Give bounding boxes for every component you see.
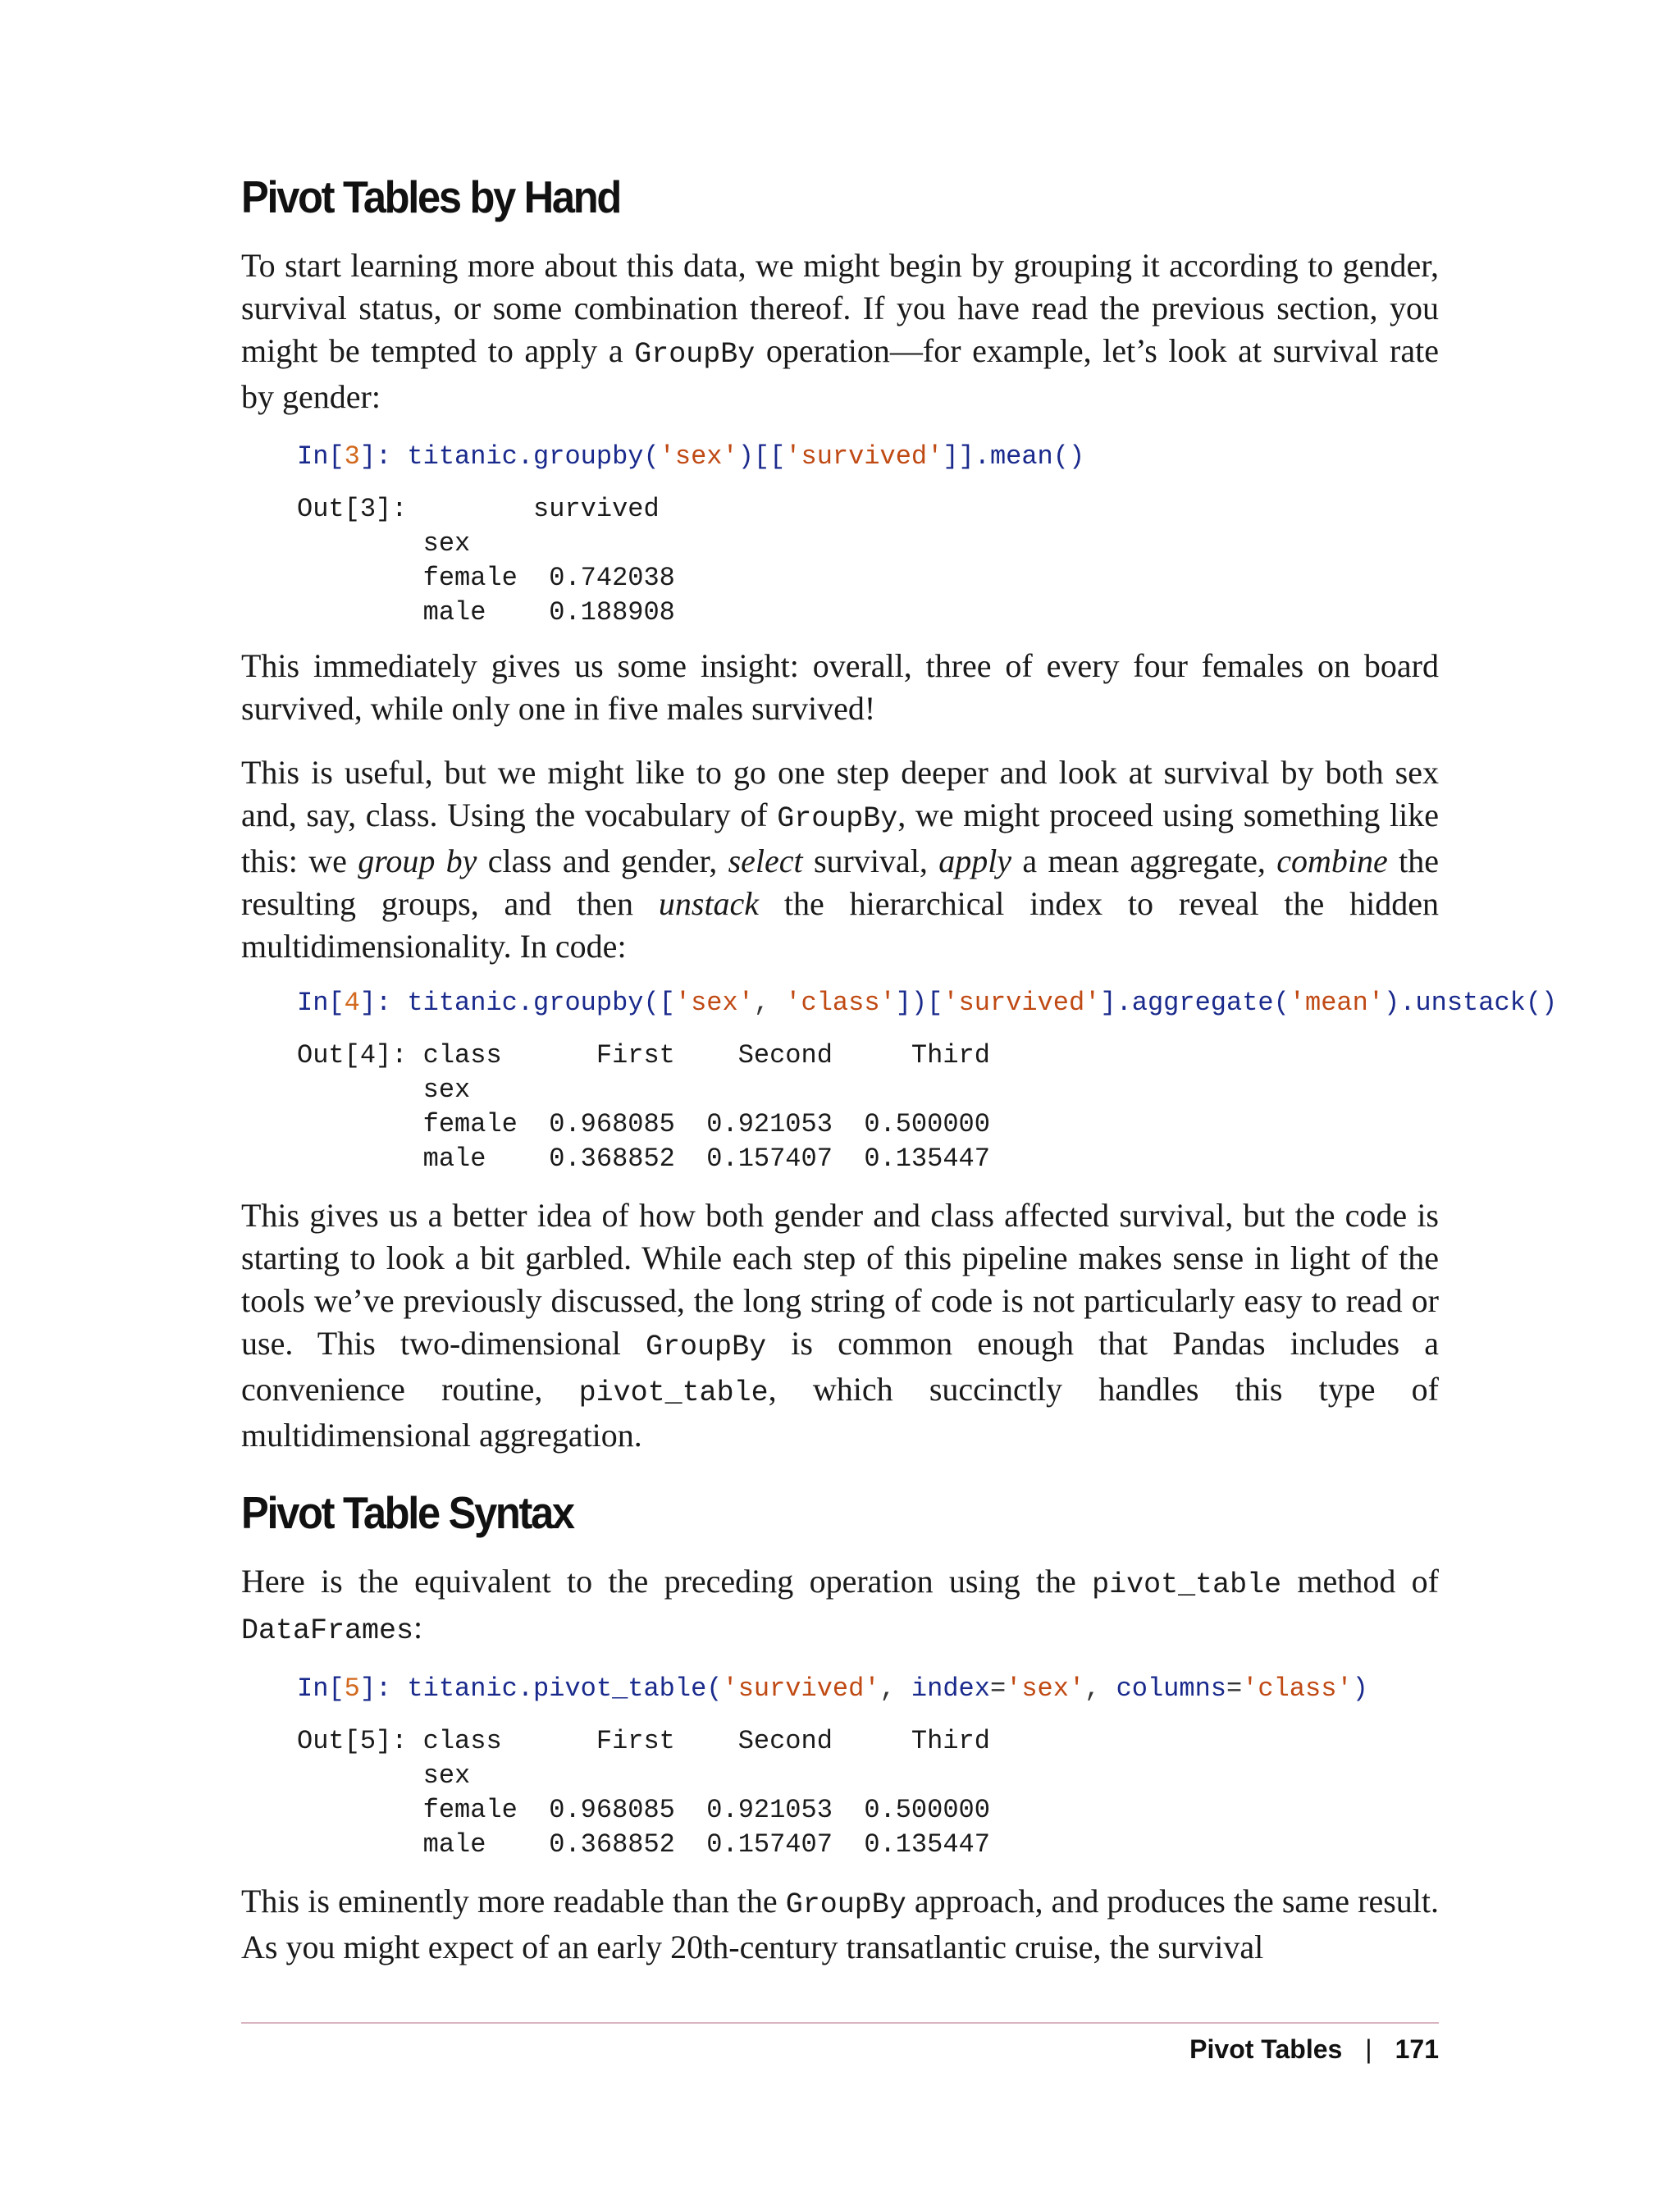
- text: To start learning more about this data, we might begin by grouping it according to gender, survival status, or some combination thereof. If you have read the previous section, you might be tempted to apply a: [241, 247, 1439, 369]
- paragraph-intro: [241, 244, 1439, 418]
- page-footer: [1189, 2034, 1439, 2065]
- code-input-5: [297, 1672, 1368, 1706]
- text: the hierarchical index to reveal the hidden multidimensionality. In code:: [241, 885, 1439, 965]
- code-token: )[[: [737, 441, 786, 472]
- code-token: ,: [753, 988, 786, 1018]
- code-string: 'mean': [1289, 988, 1385, 1018]
- output-line: male 0.368852 0.157407 0.135447: [297, 1829, 990, 1860]
- inline-code: pivot_table: [1092, 1568, 1282, 1601]
- paragraph-readability: [241, 1880, 1439, 1969]
- prompt-number: 5: [344, 1673, 360, 1704]
- prompt-close: ]:: [359, 988, 408, 1018]
- text: operation—for example, let’s look at survival rate by gender:: [241, 332, 1439, 415]
- prompt-label: In[: [297, 1673, 345, 1704]
- code-token: ].aggregate(: [1100, 988, 1290, 1018]
- output-line: sex: [297, 1760, 471, 1791]
- text: survival,: [802, 842, 939, 879]
- code-string: 'sex': [674, 988, 754, 1018]
- code-token: =: [989, 1673, 1007, 1704]
- inline-code: GroupBy: [634, 338, 756, 371]
- footer-chapter-title: Pivot Tables: [1189, 2034, 1343, 2064]
- output-line: Out[3]: survived: [297, 494, 660, 524]
- code-token: titanic.groupby(: [407, 441, 660, 472]
- text: Here is the equivalent to the preceding operation using the: [241, 1563, 1093, 1600]
- inline-code: GroupBy: [785, 1888, 906, 1921]
- paragraph-equivalent: [241, 1560, 1439, 1652]
- text: approach, and produces the same result. As you might expect of an early 20th-century transatlantic cruise, the survival: [241, 1883, 1439, 1965]
- paragraph-insight: This immediately gives us some insight: overall, three of every four females on board survived, while only one in five males survived!: [241, 647, 1439, 727]
- text: :: [413, 1609, 423, 1646]
- emphasis: select: [728, 842, 803, 879]
- prompt-number: 4: [344, 988, 360, 1018]
- inline-code: GroupBy: [646, 1331, 767, 1363]
- output-line: male 0.188908: [297, 597, 675, 628]
- inline-code: DataFrames: [241, 1614, 414, 1647]
- inline-code: pivot_table: [578, 1376, 769, 1409]
- output-line: Out[4]: class First Second Third: [297, 1040, 990, 1071]
- page-number: 171: [1395, 2034, 1439, 2064]
- section-heading-pivot-table-syntax: Pivot Table Syntax: [241, 1487, 573, 1538]
- code-token: titanic.pivot_table(: [407, 1673, 723, 1704]
- emphasis: combine: [1276, 842, 1388, 879]
- code-input-3: [297, 440, 1084, 474]
- code-string: 'survived': [785, 441, 943, 472]
- text: a mean aggregate,: [1011, 842, 1277, 879]
- output-line: Out[5]: class First Second Third: [297, 1726, 990, 1756]
- code-output-4: [297, 1039, 990, 1176]
- code-token: ])[: [895, 988, 943, 1018]
- output-line: sex: [297, 528, 471, 559]
- code-token: =: [1226, 1673, 1243, 1704]
- footer-divider: [241, 2022, 1439, 2024]
- prompt-close: ]:: [359, 1673, 408, 1704]
- prompt-number: 3: [344, 441, 360, 472]
- code-token: ]].mean(): [943, 441, 1085, 472]
- paragraph-pivot-intro: [241, 1194, 1439, 1457]
- text: the resulting groups, and then: [241, 842, 1440, 922]
- code-string: 'class': [785, 988, 896, 1018]
- prompt-label: In[: [297, 441, 345, 472]
- code-token: ,: [879, 1673, 911, 1704]
- code-keyword-arg: columns: [1116, 1673, 1226, 1704]
- code-string: 'survived': [943, 988, 1101, 1018]
- inline-code: GroupBy: [777, 802, 898, 835]
- code-output-5: [297, 1724, 990, 1862]
- code-string: 'class': [1242, 1673, 1353, 1704]
- text: This is useful, but we might like to go one step deeper and look at survival by both sex and, say, class. Using the vocabulary of: [241, 754, 1439, 833]
- prompt-label: In[: [297, 988, 345, 1018]
- output-line: sex: [297, 1075, 471, 1105]
- code-token: titanic.groupby([: [407, 988, 675, 1018]
- code-keyword-arg: index: [911, 1673, 990, 1704]
- text: This gives us a better idea of how both gender and class affected survival, but the code is starting to look a bit garbled. While each step of this pipeline makes sense in light of the tools we’ve previously discussed, the long string of code is not particularly easy to read or use. This two-dimensional: [241, 1197, 1439, 1362]
- text: is common enough that Pandas includes a convenience routine,: [241, 1325, 1439, 1408]
- prompt-close: ]:: [359, 441, 408, 472]
- code-string: 'survived': [722, 1673, 880, 1704]
- output-line: female 0.968085 0.921053 0.500000: [297, 1795, 990, 1825]
- emphasis: group by: [358, 842, 477, 879]
- code-string: 'sex': [659, 441, 738, 472]
- code-input-4: [297, 986, 1557, 1020]
- paragraph-groupby: [241, 751, 1439, 968]
- emphasis: unstack: [658, 885, 760, 922]
- text: method of: [1281, 1563, 1439, 1600]
- output-line: male 0.368852 0.157407 0.135447: [297, 1144, 990, 1174]
- code-output-3: [297, 492, 675, 630]
- text: class and gender,: [477, 842, 728, 879]
- code-token: ).unstack(): [1384, 988, 1558, 1018]
- code-string: 'sex': [1006, 1673, 1085, 1704]
- output-line: female 0.742038: [297, 563, 675, 593]
- text: This is eminently more readable than the: [241, 1883, 786, 1920]
- emphasis: apply: [938, 842, 1012, 879]
- section-heading-pivot-tables-by-hand: Pivot Tables by Hand: [241, 171, 620, 222]
- code-token: ): [1352, 1673, 1368, 1704]
- output-line: female 0.968085 0.921053 0.500000: [297, 1109, 990, 1139]
- text: , which succinctly handles this type of multidimensional aggregation.: [241, 1371, 1439, 1454]
- footer-separator: |: [1365, 2034, 1372, 2064]
- text: , we might proceed using something like this: we: [241, 797, 1439, 879]
- code-token: ,: [1084, 1673, 1116, 1704]
